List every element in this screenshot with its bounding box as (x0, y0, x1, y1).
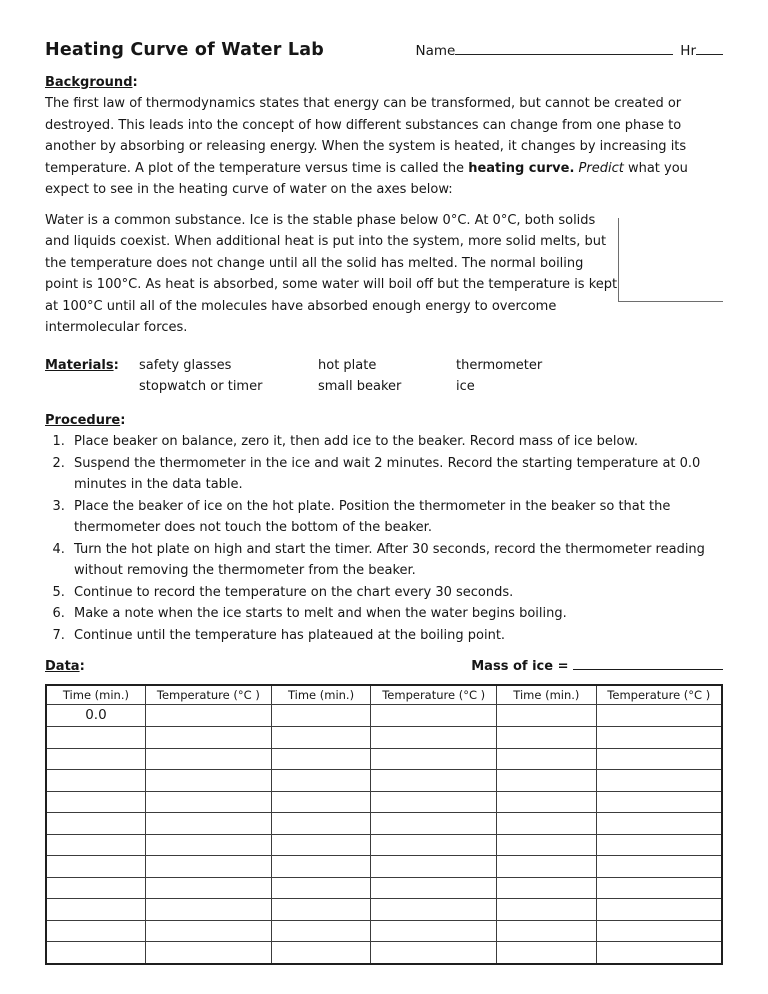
material-item: stopwatch or timer (139, 379, 263, 394)
temperature-cell (145, 899, 271, 921)
temperature-cell (371, 920, 497, 942)
name-hr-fields (415, 41, 723, 63)
temperature-cell (145, 942, 271, 964)
material-item: small beaker (318, 379, 402, 394)
temperature-cell (145, 813, 271, 835)
table-row (46, 791, 722, 813)
time-cell (497, 770, 596, 792)
time-cell (46, 899, 145, 921)
time-cell (497, 942, 596, 964)
time-cell (46, 942, 145, 964)
temperature-cell (596, 791, 722, 813)
temperature-cell (371, 856, 497, 878)
table-row (46, 834, 722, 856)
temperature-cell (596, 899, 722, 921)
procedure-step: 1. Place beaker on balance, zero it, then add ice to the beaker. Record mass of ice below. (69, 431, 723, 453)
temperature-cell (145, 704, 271, 727)
temperature-cell (145, 748, 271, 770)
time-cell (46, 877, 145, 899)
data-heading: Data: (45, 659, 85, 674)
time-cell (271, 727, 370, 749)
time-cell (46, 834, 145, 856)
background-text: The first law of thermodynamics states that energy can be transformed, but cannot be created or destroyed. This leads into the concept of how different substances can change from one phase to another by absorbing or releasing energy. When the system is heated, it changes by increasing its temperature. A plot of the temperature versus time is called the (45, 96, 687, 176)
time-header-cell: Time (min.) (271, 685, 370, 705)
time-cell (46, 856, 145, 878)
temperature-cell (371, 877, 497, 899)
temperature-cell (145, 791, 271, 813)
predict-rest: what you expect to see in the heating curve of water on the axes below: (45, 160, 688, 197)
temperature-cell (371, 704, 497, 727)
hr-label: Hr (680, 43, 696, 59)
procedure-step: 3. Place the beaker of ice on the hot plate. Position the thermometer in the beaker so that the thermometer does not touch the bottom of the beaker. (69, 496, 723, 539)
temperature-cell (596, 813, 722, 835)
time-cell (271, 834, 370, 856)
table-row (46, 942, 722, 964)
table-row (46, 856, 722, 878)
time-cell (46, 770, 145, 792)
mass-of-ice-field (471, 656, 723, 678)
materials-heading: Materials: (45, 357, 119, 373)
temperature-cell (596, 704, 722, 727)
temperature-cell (371, 748, 497, 770)
water-paragraph: Water is a common substance. Ice is the stable phase below 0°C. At 0°C, both solids and liquids coexist. When additional heat is put into the system, more solid melts, but the temperature does not change until all the solid has melted. The normal boiling point is 100°C. As heat is absorbed, some water will boil off but the temperature is kept at 100°C until all of the molecules have absorbed enough energy to overcome intermolecular forces. (45, 212, 618, 335)
time-cell (271, 856, 370, 878)
temperature-cell (371, 791, 497, 813)
temperature-cell (371, 942, 497, 964)
mass-of-ice-label: Mass of ice = (471, 659, 573, 674)
temperature-cell (596, 920, 722, 942)
table-row (46, 813, 722, 835)
water-section (45, 210, 723, 348)
time-cell (497, 920, 596, 942)
procedure-step: 4. Turn the hot plate on high and start the timer. After 30 seconds, record the thermometer reading without removing the thermometer from the beaker. (69, 539, 723, 582)
temperature-cell (371, 834, 497, 856)
material-item: safety glasses (139, 357, 232, 373)
page-title: Heating Curve of Water Lab (45, 40, 324, 60)
temperature-header-cell: Temperature (°C ) (596, 685, 722, 705)
time-header-cell: Time (min.) (497, 685, 596, 705)
time-cell (497, 856, 596, 878)
name-blank-line (455, 41, 673, 55)
temperature-cell (145, 727, 271, 749)
heating-curve-bold: heating curve. (468, 160, 575, 176)
temperature-cell (371, 770, 497, 792)
table-row (46, 877, 722, 899)
material-item: thermometer (456, 357, 543, 373)
table-row (46, 704, 722, 727)
materials-section (45, 355, 723, 398)
table-row (46, 748, 722, 770)
temperature-cell (145, 834, 271, 856)
procedure-heading: Procedure: (45, 412, 126, 428)
materials-list (139, 355, 542, 398)
time-cell (271, 770, 370, 792)
time-header-cell: Time (min.) (46, 685, 145, 705)
procedure-step: 2. Suspend the thermometer in the ice and wait 2 minutes. Record the starting temperature at 0.0 minutes in the data table. (69, 453, 723, 496)
time-cell (46, 727, 145, 749)
hr-blank-line (696, 41, 723, 55)
temperature-cell (596, 942, 722, 964)
time-cell (46, 920, 145, 942)
temperature-cell (596, 770, 722, 792)
time-cell (271, 748, 370, 770)
name-label: Name (415, 43, 456, 59)
material-item: hot plate (318, 357, 377, 373)
procedure-step: 7. Continue until the temperature has plateaued at the boiling point. (69, 625, 723, 647)
mass-blank-line (573, 656, 723, 670)
time-cell (497, 727, 596, 749)
time-cell (497, 834, 596, 856)
table-header-row (46, 685, 722, 705)
data-table (45, 684, 723, 965)
time-cell (271, 813, 370, 835)
time-cell (46, 791, 145, 813)
time-cell (46, 813, 145, 835)
time-cell (497, 704, 596, 727)
temperature-cell (596, 727, 722, 749)
temperature-cell (145, 770, 271, 792)
time-cell (497, 899, 596, 921)
procedure-step: 6. Make a note when the ice starts to melt and when the water begins boiling. (69, 603, 723, 625)
temperature-cell (145, 920, 271, 942)
temperature-cell (371, 727, 497, 749)
temperature-cell (596, 877, 722, 899)
background-paragraph (45, 93, 723, 201)
time-cell (497, 813, 596, 835)
time-cell (271, 791, 370, 813)
time-cell (46, 748, 145, 770)
time-cell (497, 791, 596, 813)
time-cell (497, 877, 596, 899)
data-table-header (46, 685, 722, 705)
predict-italic: Predict (578, 160, 624, 176)
time-cell (497, 748, 596, 770)
time-cell (271, 877, 370, 899)
data-section-row (45, 656, 723, 678)
temperature-header-cell: Temperature (°C ) (371, 685, 497, 705)
procedure-list (45, 431, 723, 646)
time-cell (271, 942, 370, 964)
time-cell (271, 920, 370, 942)
temperature-cell (145, 877, 271, 899)
material-item: ice (456, 379, 475, 394)
temperature-cell (145, 856, 271, 878)
table-row (46, 899, 722, 921)
time-cell: 0.0 (46, 704, 145, 727)
temperature-cell (371, 813, 497, 835)
temperature-cell (371, 899, 497, 921)
prediction-axes-graph (618, 218, 723, 302)
temperature-cell (596, 748, 722, 770)
temperature-cell (596, 856, 722, 878)
temperature-cell (596, 834, 722, 856)
time-cell (271, 704, 370, 727)
temperature-header-cell: Temperature (°C ) (145, 685, 271, 705)
table-row (46, 770, 722, 792)
table-row (46, 727, 722, 749)
data-table-body (46, 704, 722, 964)
time-cell (271, 899, 370, 921)
procedure-step: 5. Continue to record the temperature on the chart every 30 seconds. (69, 582, 723, 604)
table-row (46, 920, 722, 942)
background-heading: Background: (45, 74, 138, 90)
header-row (45, 40, 723, 63)
